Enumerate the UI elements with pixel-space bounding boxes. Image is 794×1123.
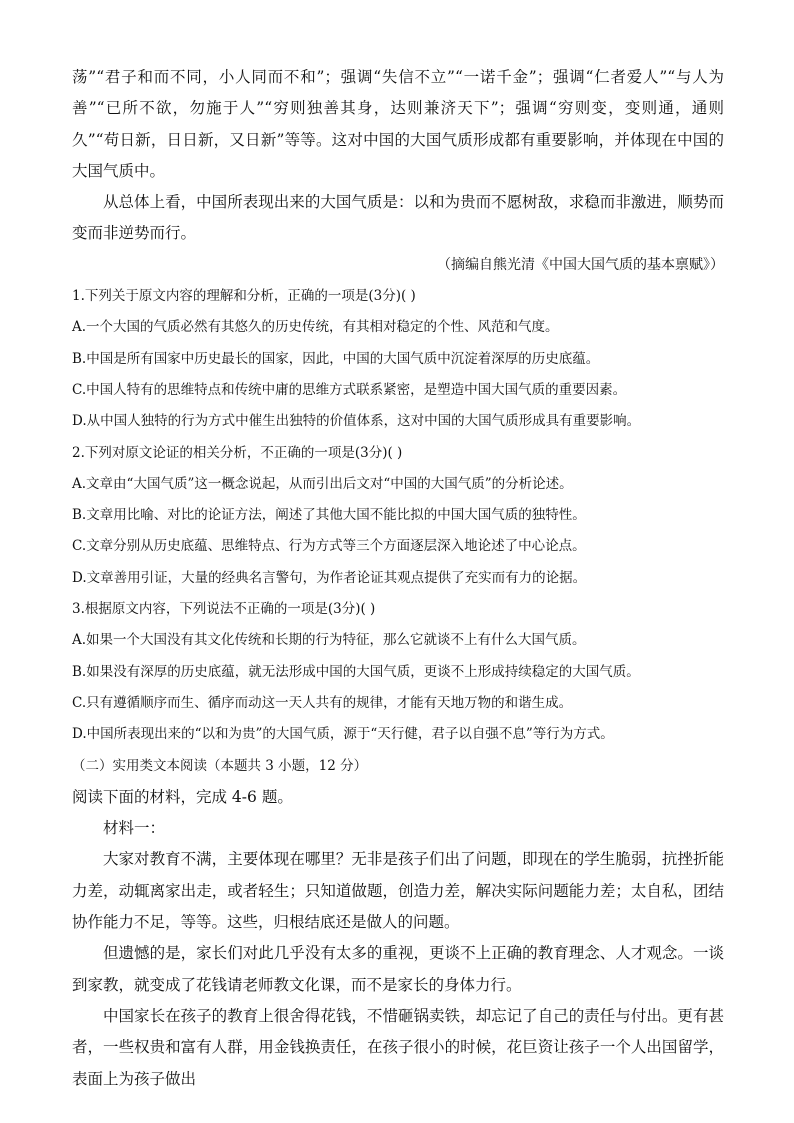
question-1-option-d: D.从中国人独特的行为方式中催生出独特的价值体系，这对中国的大国气质形成具有重要影响。	[72, 413, 641, 430]
question-3-stem: 3.根据原文内容，下列说法不正确的一项是(3分)( )	[72, 601, 376, 618]
question-1-stem: 1.下列关于原文内容的理解和分析，正确的一项是(3分)( )	[72, 288, 416, 305]
material-1-label: 材料一：	[103, 819, 166, 838]
question-3-option-d: D.中国所表现出来的“以和为贵”的大国气质，源于“天行健，君子以自强不息”等行为方式。	[72, 726, 614, 743]
section-2-title: （二）实用类文本阅读（本题共 3 小题，12 分）	[72, 757, 368, 774]
material-paragraph-3: 中国家长在孩子的教育上很舍得花钱，不惜砸锅卖铁，却忘记了自己的责任与付出。更有甚者，一些权贵和富有人群，用金钱换责任，在孩子很小的时候，花巨资让孩子一个人出国留学，表面上为孩子做出	[72, 1006, 724, 1088]
question-2-stem: 2.下列对原文论证的相关分析，不正确的一项是(3分)( )	[72, 444, 403, 461]
question-2-option-b: B.文章用比喻、对比的论证方法，阐述了其他大国不能比拟的中国大国气质的独特性。	[72, 507, 586, 524]
exam-page	[72, 62, 724, 1095]
section-2-instruction: 阅读下面的材料，完成 4-6 题。	[72, 787, 293, 806]
passage-paragraph-2: 从总体上看，中国所表现出来的大国气质是：以和为贵而不愿树敌，求稳而非激进，顺势而变而非逆势而行。	[72, 193, 724, 243]
question-3-option-c: C.只有遵循顺序而生、循序而动这一天人共有的规律，才能有天地万物的和谐生成。	[72, 694, 573, 711]
question-3-option-a: A.如果一个大国没有其文化传统和长期的行为特征，那么它就谈不上有什么大国气质。	[72, 632, 586, 649]
question-1-option-b: B.中国是所有国家中历史最长的国家，因此，中国的大国气质中沉淀着深厚的历史底蕴。	[72, 350, 600, 367]
question-2-option-a: A.文章由“大国气质”这一概念说起，从而引出后文对“中国的大国气质”的分析论述。	[72, 475, 573, 492]
material-paragraph-1: 大家对教育不满，主要体现在哪里？无非是孩子们出了问题，即现在的学生脆弱，抗挫折能力差，动辄离家出走，或者轻生；只知道做题，创造力差，解决实际问题能力差；太自私，团结协作能力不足，等等。这些，归根结底还是做人的问题。	[72, 850, 724, 932]
question-3-option-b: B.如果没有深厚的历史底蕴，就无法形成中国的大国气质，更谈不上形成持续稳定的大国气质。	[72, 663, 640, 680]
passage-paragraph-1: 荡”“君子和而不同，小人同而不和”；强调“失信不立”“一诺千金”；强调“仁者爱人”“与人为善”“已所不欲，勿施于人”“穷则独善其身，达则兼济天下”；强调“穷则变，变则通，通则久”“苟日新，日日新，又日新”等等。这对中国的大国气质形成都有重要影响，并体现在中国的大国气质中。	[72, 68, 724, 180]
material-paragraph-2: 但遗憾的是，家长们对此几乎没有太多的重视，更谈不上正确的教育理念、人才观念。一谈到家教，就变成了花钱请老师教文化课，而不是家长的身体力行。	[72, 944, 724, 994]
question-1-option-c: C.中国人特有的思维特点和传统中庸的思维方式联系紧密，是塑造中国大国气质的重要因素。	[72, 381, 627, 398]
question-2-option-c: C.文章分别从历史底蕴、思维特点、行为方式等三个方面逐层深入地论述了中心论点。	[72, 538, 586, 555]
question-2-option-d: D.文章善用引证，大量的经典名言警句，为作者论证其观点提供了充实而有力的论据。	[72, 569, 587, 586]
source-citation: （摘编自熊光清《中国大国气质的基本禀赋》）	[437, 256, 724, 273]
question-1-option-a: A.一个大国的气质必然有其悠久的历史传统，有其相对稳定的个性、风范和气度。	[72, 319, 559, 336]
